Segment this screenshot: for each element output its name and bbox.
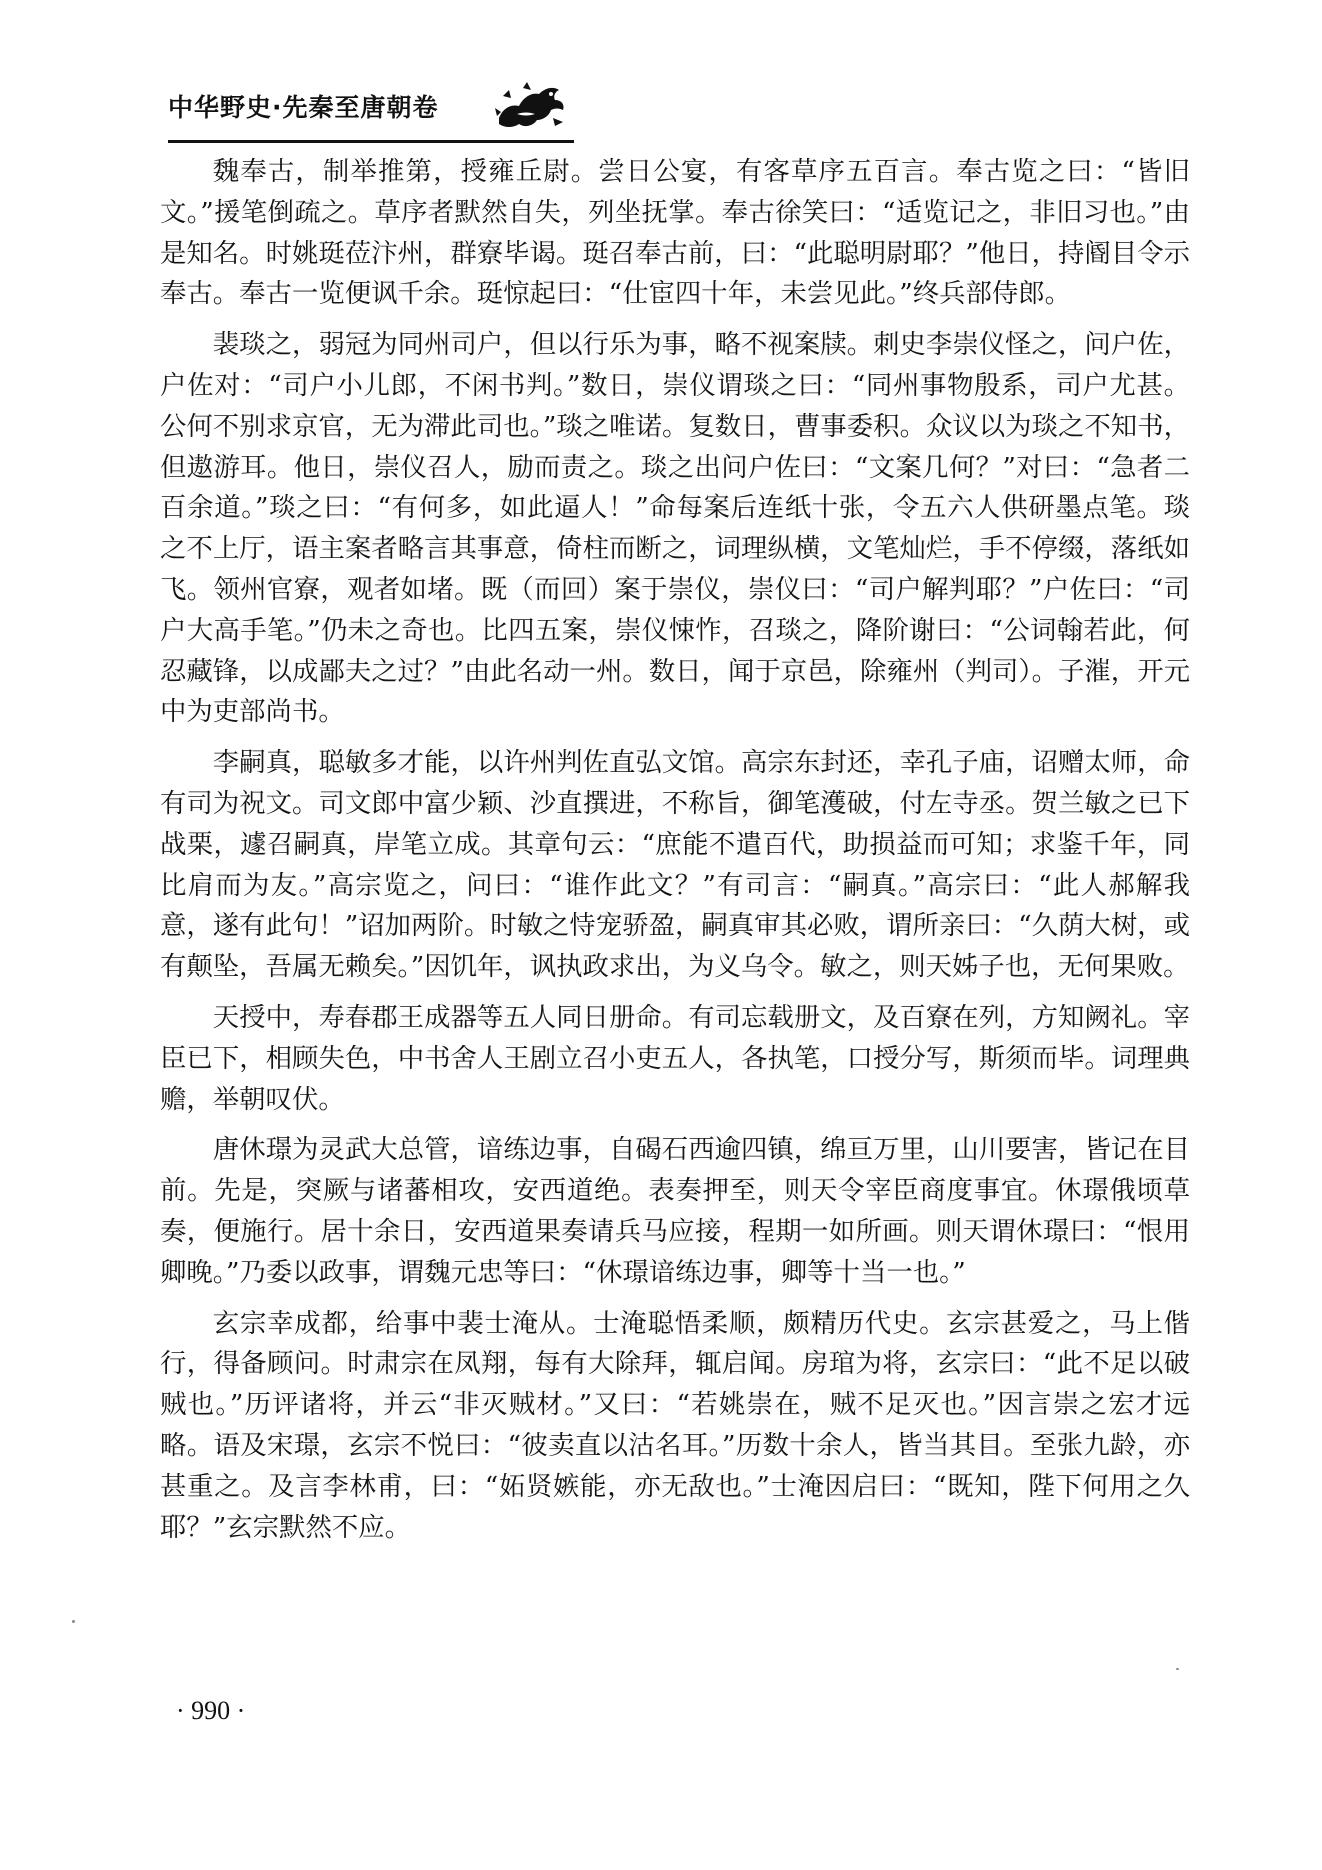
paragraph-tang-xiujing: 唐休璟为灵武大总管，谙练边事，自碣石西逾四镇，绵亘万里，山川要害，皆记在目前。先是，突厥与诸蕃相攻，安西道绝。表奏押至，则天令宰臣商度事宜。休璟俄顷草奏，便施行。居十余日，安西道果奏请兵马应接，程期一如所画。则天谓休璟曰：“恨用卿晚。”乃委以政事，谓魏元忠等曰：“休璟谙练边事，卿等十当一也。” — [160, 1134, 1190, 1288]
paragraph-tianshou: 天授中，寿春郡王成器等五人同日册命。有司忘载册文，及百寮在列，方知阙礼。宰臣已下，相顾失色，中书舍人王剧立召小吏五人，各执笔，口授分写，斯须而毕。词理典赡，举朝叹伏。 — [160, 1001, 1190, 1115]
body-text — [160, 152, 1190, 1558]
running-header — [168, 78, 578, 140]
book-title: 中华野史·先秦至唐朝卷 — [168, 93, 439, 122]
page-number: · 990 · — [176, 1696, 246, 1725]
scan-speck — [1176, 1668, 1179, 1670]
paragraph-wei-fenggu: 魏奉古，制举推第，授雍丘尉。尝日公宴，有客草序五百言。奉古览之曰：“皆旧文。”援笔倒疏之。草序者默然自失，列坐抚掌。奉古徐笑曰：“适览记之，非旧习也。”由是知名。时姚珽莅汴州，群寮毕谒。珽召奉古前，曰：“此聪明尉耶？”他日，持阍目令示奉古。奉古一览便讽千余。珽惊起曰：“仕宦四十年，未尝见此。”终兵部侍郎。 — [160, 156, 1190, 310]
paragraph-li-sizhen: 李嗣真，聪敏多才能，以许州判佐直弘文馆。高宗东封还，幸孔子庙，诏赠太师，命有司为祝文。司文郎中富少颖、沙直撰进，不称旨，御笔濩破，付左寺丞。贺兰敏之已下战栗，遽召嗣真，岸笔立成。其章句云：“庶能不遣百代，助损益而可知；求鉴千年，同比肩而为友。”高宗览之，问曰：“谁作此文？”有司言：“嗣真。”高宗曰：“此人郝解我意，遂有此句！”诏加两阶。时敏之恃宠骄盈，嗣真审其必败，谓所亲曰：“久荫大树，或有颠坠，吾属无赖矣。”因饥年，讽执政求出，为义乌令。敏之，则天姊子也，无何果败。 — [160, 747, 1190, 983]
header-rule — [168, 140, 574, 143]
scan-speck — [72, 1620, 75, 1623]
paragraph-pei-yanzhi: 裴琰之，弱冠为同州司户，但以行乐为事，略不视案牍。刺史李崇仪怪之，问户佐，户佐对：“司户小儿郎，不闲书判。”数日，崇仪谓琰之曰：“同州事物殷系，司户尤甚。公何不别求京官，无为滞此司也。”琰之唯诺。复数日，曹事委积。众议以为琰之不知书，但遨游耳。他日，崇仪召人，励而责之。琰之出问户佐曰：“文案几何？”对曰：“急者二百余道。”琰之曰：“有何多，如此逼人！”命每案后连纸十张，令五六人供研墨点笔。琰之不上厅，语主案者略言其事意，倚柱而断之，词理纵横，文笔灿烂，手不停缀，落纸如飞。领州官寮，观者如堵。既（而回）案于崇仪，崇仪曰：“司户解判耶？”户佐曰：“司户大高手笔。”仍未之奇也。比四五案，崇仪悚怍，召琰之，降阶谢曰：“公词翰若此，何忍藏锋，以成鄙夫之过？”由此名动一州。数日，闻于京邑，除雍州（判司）。子漼，开元中为吏部尚书。 — [160, 329, 1190, 728]
dragon-emblem-icon — [493, 78, 569, 134]
paragraph-xuanzong: 玄宗幸成都，给事中裴士淹从。士淹聪悟柔顺，颇精历代史。玄宗甚爱之，马上偕行，得备顾问。时肃宗在凤翔，每有大除拜，辄启闻。房琯为将，玄宗曰：“此不足以破贼也。”历评诸将，并云“非灭贼材。”又曰：“若姚崇在，贼不足灭也。”因言崇之宏才远略。语及宋璟，玄宗不悦曰：“彼卖直以沽名耳。”历数十余人，皆当其目。至张九龄，亦甚重之。及言李林甫，曰：“妬贤嫉能，亦无敌也。”士淹因启曰：“既知，陛下何用之久耶？”玄宗默然不应。 — [160, 1307, 1190, 1543]
